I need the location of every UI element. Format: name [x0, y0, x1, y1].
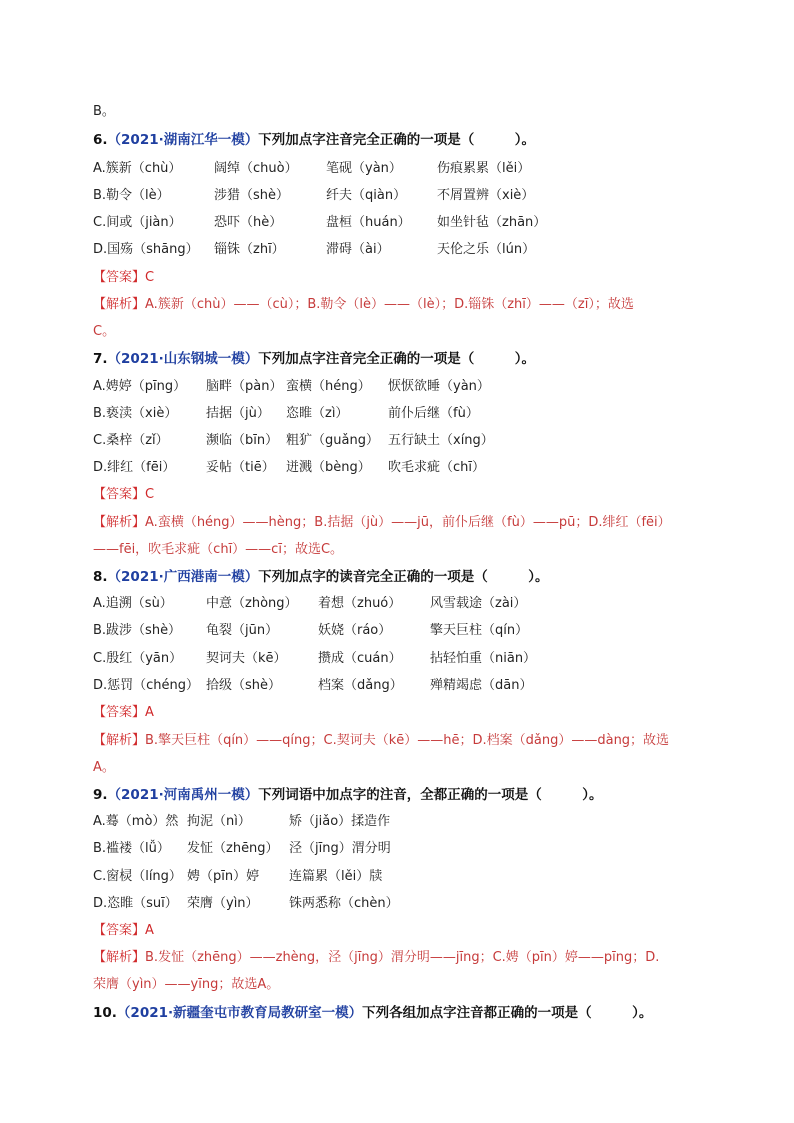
- option-item: B.勒令（lè）: [93, 188, 170, 203]
- option-item: 殚精竭虑（dān）: [430, 678, 533, 693]
- question-number: 10.: [93, 1005, 117, 1021]
- option-item: 迸溅（bèng）: [286, 460, 371, 475]
- analysis-line: [93, 732, 669, 750]
- text-line: C。: [93, 324, 116, 339]
- question-stem: [93, 131, 535, 149]
- question-source: （2021·山东钢城一模）: [107, 351, 259, 367]
- option-item: 滞碍（ài）: [326, 242, 390, 257]
- answer-value: C: [145, 487, 155, 502]
- question-text: 下列词语中加点字的注音，全都正确的一项是（ ）。: [258, 787, 603, 803]
- label-tag: 【答案】: [93, 705, 146, 720]
- answer-line: [93, 704, 154, 722]
- option-item: 五行缺土（xíng）: [388, 433, 494, 448]
- option-item: 妥帖（tiē）: [206, 460, 275, 475]
- option-item: B.亵渎（xiè）: [93, 406, 178, 421]
- option-item: 荣膺（yìn）: [187, 896, 259, 911]
- option-item: C.窗棂（líng）: [93, 869, 182, 884]
- question-number: 9.: [93, 787, 108, 803]
- option-item: 涉猎（shè）: [214, 188, 290, 203]
- option-item: 恐吓（hè）: [214, 215, 283, 230]
- question-text: 下列加点字注音完全正确的一项是（ ）。: [258, 351, 535, 367]
- text-line: 荣膺（yìn）——yīng；故选A。: [93, 977, 280, 992]
- option-item: 拮据（jù）: [206, 406, 270, 421]
- option-item: 伤痕累累（lěi）: [437, 161, 531, 176]
- text-line: A。: [93, 760, 115, 775]
- option-item: 风雪载途（zài）: [430, 596, 527, 611]
- option-item: 濒临（bīn）: [206, 433, 279, 448]
- option-item: 锱铢（zhī）: [214, 242, 285, 257]
- option-item: 拘泥（nì）: [187, 814, 251, 829]
- option-item: D.恣睢（suī）: [93, 896, 178, 911]
- option-item: A.簇新（chù）: [93, 161, 182, 176]
- question-source: （2021·河南禹州一模）: [107, 787, 259, 803]
- answer-value: A: [145, 923, 154, 938]
- option-item: 纤夫（qiàn）: [326, 188, 407, 203]
- option-item: D.绯红（fēi）: [93, 460, 176, 475]
- analysis-text: B.发怔（zhēng）——zhèng，泾（jīng）渭分明——jīng；C.娉（pīn）婷——pīng；D.: [145, 950, 660, 965]
- analysis-line: [93, 514, 671, 532]
- option-item: 恣睢（zì）: [286, 406, 349, 421]
- option-item: 吹毛求疵（chī）: [388, 460, 485, 475]
- option-item: 泾（jīng）渭分明: [289, 841, 391, 856]
- option-item: 妖娆（ráo）: [318, 623, 392, 638]
- question-number: 8.: [93, 569, 108, 585]
- option-item: A.娉婷（pīng）: [93, 379, 187, 394]
- question-stem: [93, 786, 602, 804]
- option-item: 天伦之乐（lún）: [437, 242, 536, 257]
- text-line: ——fēi，吹毛求疵（chī）——cī；故选C。: [93, 542, 344, 557]
- question-stem: [93, 568, 548, 586]
- answer-line: [93, 922, 154, 940]
- option-item: B.褴褛（lǚ）: [93, 841, 170, 856]
- question-number: 7.: [93, 351, 108, 367]
- question-stem: [93, 350, 535, 368]
- answer-value: A: [145, 705, 154, 720]
- analysis-text: B.擎天巨柱（qín）——qíng；C.契诃夫（kē）——hē；D.档案（dǎng）——dàng；故选: [145, 733, 670, 748]
- option-item: 中意（zhòng）: [206, 596, 298, 611]
- question-text: 下列各组加点字注音都正确的一项是（ ）。: [362, 1005, 653, 1021]
- analysis-text: A.簇新（chù）——（cù）；B.勒令（lè）——（lè）；D.锱铢（zhī）——（zī）；故选: [145, 297, 634, 312]
- option-item: 脑畔（pàn）: [206, 379, 283, 394]
- analysis-line: [93, 296, 634, 314]
- option-item: 蛮横（héng）: [286, 379, 371, 394]
- option-item: 笔砚（yàn）: [326, 161, 402, 176]
- option-item: 拈轻怕重（niān）: [430, 651, 537, 666]
- label-tag: 【答案】: [93, 487, 146, 502]
- label-tag: 【解析】: [93, 297, 146, 312]
- option-item: 娉（pīn）婷: [187, 869, 260, 884]
- option-item: 盘桓（huán）: [326, 215, 411, 230]
- label-tag: 【解析】: [93, 950, 146, 965]
- text-line: B。: [93, 104, 115, 119]
- question-text: 下列加点字的读音完全正确的一项是（ ）。: [258, 569, 549, 585]
- option-item: 前仆后继（fù）: [388, 406, 479, 421]
- question-text: 下列加点字注音完全正确的一项是（ ）。: [258, 132, 535, 148]
- option-item: 粗犷（guǎng）: [286, 433, 379, 448]
- option-item: 龟裂（jūn）: [206, 623, 279, 638]
- option-item: 着想（zhuó）: [318, 596, 402, 611]
- option-item: 攒成（cuán）: [318, 651, 402, 666]
- option-item: D.惩罚（chéng）: [93, 678, 200, 693]
- label-tag: 【答案】: [93, 923, 146, 938]
- option-item: 铢两悉称（chèn）: [289, 896, 399, 911]
- option-item: C.间或（jiàn）: [93, 215, 182, 230]
- question-source: （2021·广西港南一模）: [107, 569, 259, 585]
- option-item: B.跋涉（shè）: [93, 623, 182, 638]
- label-tag: 【答案】: [93, 270, 146, 285]
- label-tag: 【解析】: [93, 733, 146, 748]
- option-item: 契诃夫（kē）: [206, 651, 287, 666]
- option-item: 矫（jiǎo）揉造作: [289, 814, 391, 829]
- option-item: 档案（dǎng）: [318, 678, 403, 693]
- option-item: C.桑梓（zǐ）: [93, 433, 169, 448]
- option-item: 连篇累（lěi）牍: [289, 869, 383, 884]
- option-item: A.蓦（mò）然: [93, 814, 179, 829]
- label-tag: 【解析】: [93, 515, 146, 530]
- answer-line: [93, 269, 154, 287]
- analysis-line: [93, 949, 659, 967]
- option-item: A.追溯（sù）: [93, 596, 173, 611]
- option-item: 阔绰（chuò）: [214, 161, 298, 176]
- option-item: 不屑置辨（xiè）: [437, 188, 535, 203]
- option-item: D.国殇（shāng）: [93, 242, 199, 257]
- question-stem: [93, 1004, 652, 1022]
- option-item: 如坐针毡（zhān）: [437, 215, 547, 230]
- analysis-text: A.蛮横（héng）——hèng；B.拮据（jù）——jū，前仆后继（fù）——pū；D.绯红（fēi）: [145, 515, 671, 530]
- answer-value: C: [145, 270, 155, 285]
- option-item: 发怔（zhēng）: [187, 841, 279, 856]
- option-item: 拾级（shè）: [206, 678, 282, 693]
- question-number: 6.: [93, 132, 108, 148]
- option-item: 擎天巨柱（qín）: [430, 623, 529, 638]
- question-source: （2021·新疆奎屯市教育局教研室一模）: [116, 1005, 363, 1021]
- option-item: 恹恹欲睡（yàn）: [388, 379, 490, 394]
- answer-line: [93, 486, 154, 504]
- question-source: （2021·湖南江华一模）: [107, 132, 259, 148]
- option-item: C.殷红（yān）: [93, 651, 183, 666]
